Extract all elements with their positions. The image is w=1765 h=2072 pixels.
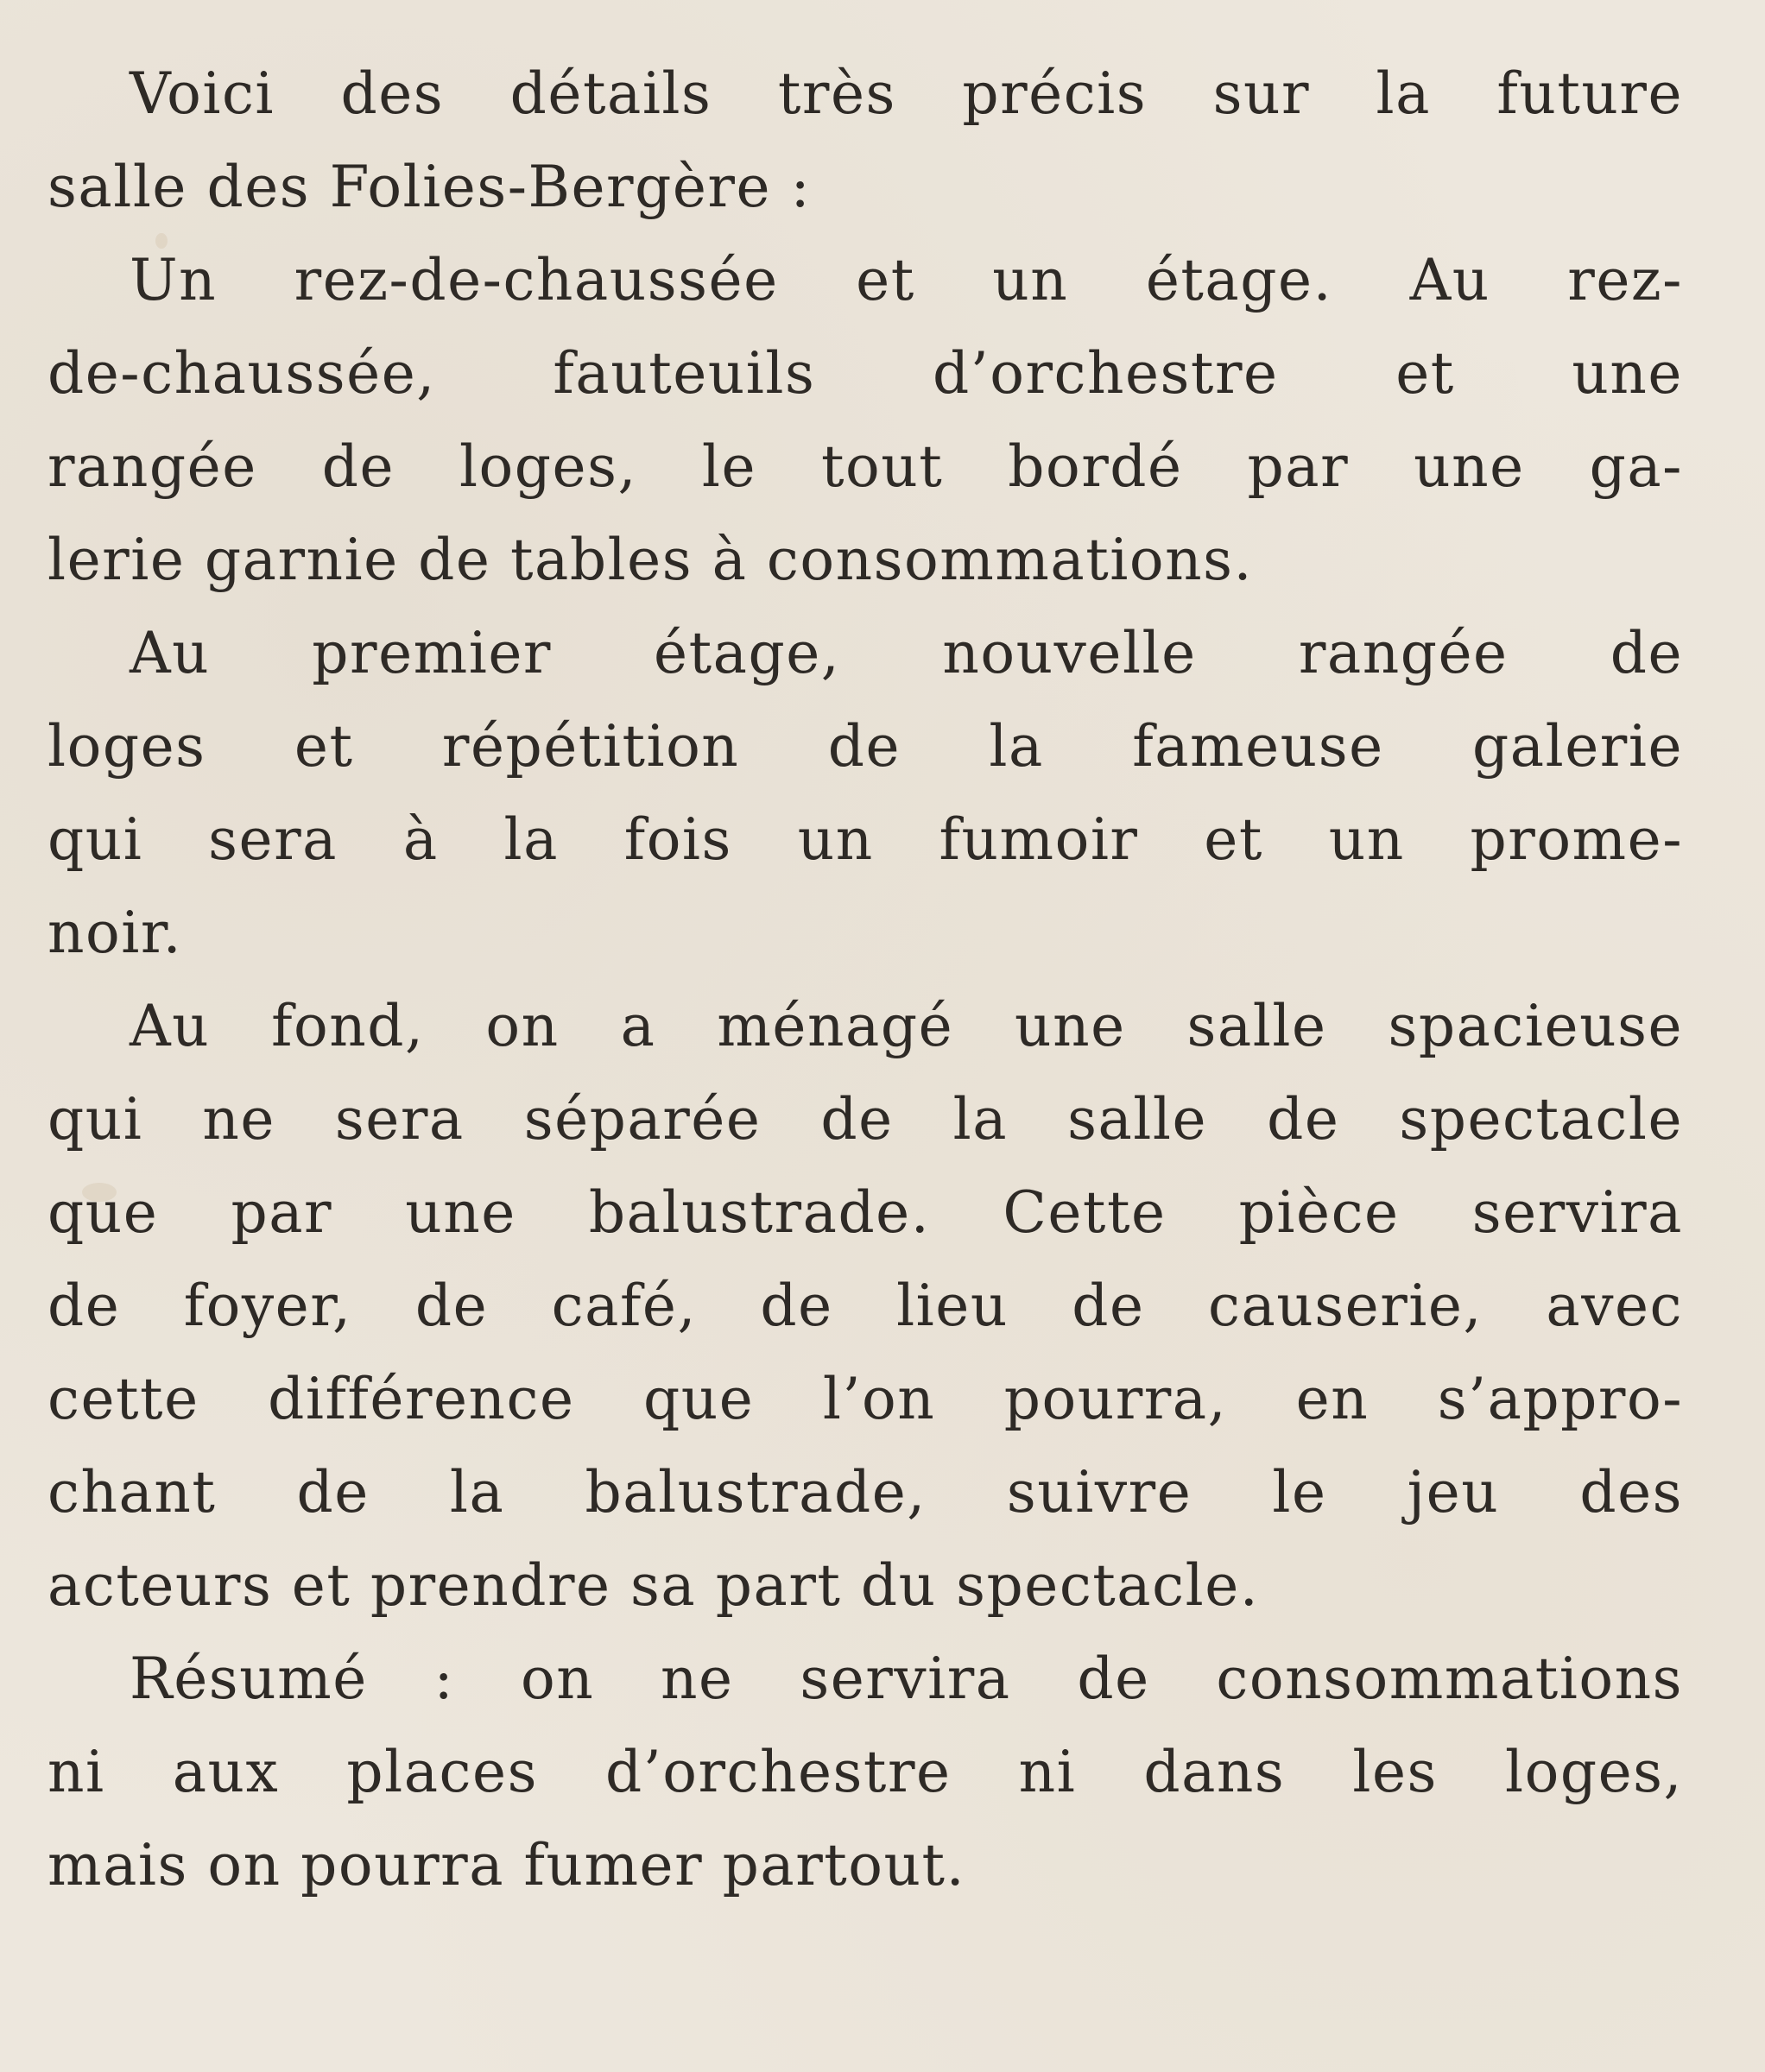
text-line: rangée de loges, le tout bordé par une ga- bbox=[47, 433, 1683, 500]
text-line: qui sera à la fois un fumoir et un prome- bbox=[47, 806, 1683, 873]
text-line: ni aux places d’orchestre ni dans les loges, bbox=[47, 1739, 1683, 1805]
paragraph-3 bbox=[47, 607, 1683, 980]
text-line: Au fond, on a ménagé une salle spacieuse bbox=[130, 993, 1683, 1059]
text-line: que par une balustrade. Cette pièce servira bbox=[47, 1179, 1683, 1246]
text-line: chant de la balustrade, suivre le jeu des bbox=[47, 1459, 1683, 1526]
text-line: Voici des détails très précis sur la future bbox=[130, 60, 1683, 127]
paragraph-2 bbox=[47, 234, 1683, 607]
text-line: cette différence que l’on pourra, en s’appro- bbox=[47, 1366, 1683, 1432]
text-line: qui ne sera séparée de la salle de spectacle bbox=[47, 1086, 1683, 1153]
article-text bbox=[47, 47, 1683, 1912]
text-line: Résumé : on ne servira de consommations bbox=[130, 1646, 1683, 1712]
paragraph-5 bbox=[47, 1633, 1683, 1912]
text-line: Au premier étage, nouvelle rangée de bbox=[130, 620, 1683, 686]
text-line: loges et répétition de la fameuse galerie bbox=[47, 713, 1683, 780]
paragraph-4 bbox=[47, 980, 1683, 1633]
text-line: de-chaussée, fauteuils d’orchestre et une bbox=[47, 340, 1683, 407]
text-line: acteurs et prendre sa part du spectacle. bbox=[47, 1552, 1260, 1619]
text-line: salle des Folies-Bergère : bbox=[47, 154, 812, 220]
paper-stain bbox=[82, 1183, 117, 1202]
text-line: Un rez-de-chaussée et un étage. Au rez- bbox=[130, 247, 1683, 313]
text-line: noir. bbox=[47, 900, 183, 966]
paragraph-1 bbox=[47, 47, 1683, 234]
text-line: lerie garnie de tables à consommations. bbox=[47, 527, 1253, 593]
text-line: mais on pourra fumer partout. bbox=[47, 1832, 966, 1898]
paper-stain bbox=[155, 233, 168, 249]
text-line: de foyer, de café, de lieu de causerie, avec bbox=[47, 1273, 1683, 1339]
